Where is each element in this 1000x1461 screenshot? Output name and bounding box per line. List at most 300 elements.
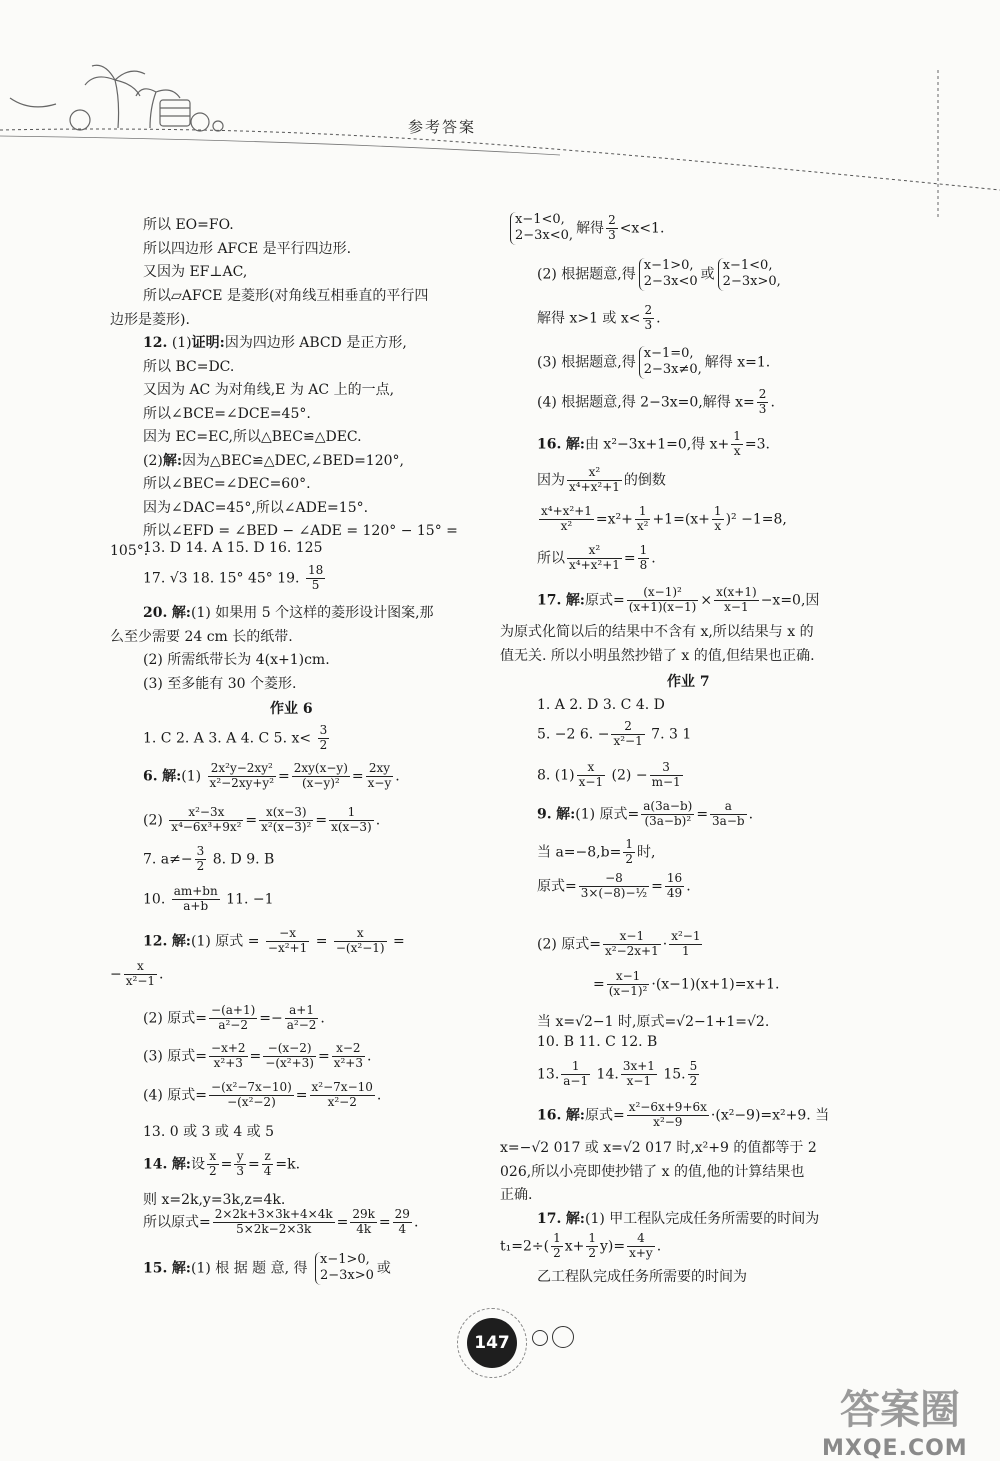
numerator: 29 (394, 1207, 410, 1221)
numerator: 1 (561, 1060, 590, 1075)
page-number: 147 (467, 1318, 517, 1368)
problem-number: 9. (537, 806, 552, 823)
text-line (537, 388, 775, 417)
problem-12-part4 (143, 1081, 381, 1110)
text-line: (2) 所需纸带长为 4(x+1)cm. (143, 652, 330, 668)
fraction (650, 761, 683, 790)
text-line: (3) 至多能有 30 个菱形. (143, 676, 297, 692)
fraction (124, 960, 157, 989)
keyword: 解: (565, 1107, 585, 1124)
denominator: 4k (356, 1221, 372, 1236)
right-margin-dashes (938, 228, 939, 828)
denominator: −(x²−2) (227, 1094, 276, 1109)
fraction (213, 1208, 335, 1237)
problem-12-hw6 (143, 927, 405, 956)
fraction (621, 1060, 657, 1089)
answers-10-11 (143, 885, 274, 914)
keyword: 解: (162, 768, 182, 785)
denominator: 1 (682, 943, 690, 958)
text-line: x=−√2 017 或 x=√2 017 时,x²+9 的值都等于 2 (500, 1140, 817, 1156)
keyword: 解: (171, 605, 191, 621)
equals: = (696, 806, 709, 823)
numerator: x²−3x (169, 806, 243, 821)
equals: = (393, 933, 405, 950)
text: 因为四边形 ABCD 是正方形, (224, 335, 407, 351)
numerator: 5 (689, 1059, 698, 1073)
fraction (665, 872, 684, 901)
text: 解得 (576, 220, 605, 237)
text-line (537, 466, 666, 495)
numerator: 29k (352, 1207, 375, 1221)
numerator: −(a+1) (211, 1003, 256, 1017)
equals: = (220, 1156, 233, 1173)
numerator: 2 (608, 212, 616, 227)
numerator: −8 (579, 872, 649, 887)
numerator: x²−7x−10 (311, 1080, 373, 1094)
problem-number: 12. (143, 335, 168, 351)
answers-10-12: 10. B 11. C 12. B (537, 1034, 658, 1050)
text: 设 (190, 1156, 205, 1173)
fraction (208, 762, 276, 791)
text: t₁=2÷( (500, 1238, 550, 1255)
text-line: 乙工程队完成任务所需要的时间为 (537, 1269, 747, 1285)
problem-number: 17. (537, 592, 562, 609)
fraction (606, 214, 618, 243)
denominator: x² (560, 518, 573, 533)
text: <x<1. (619, 220, 665, 237)
text: 10. (143, 891, 166, 908)
numerator: 18 (307, 563, 324, 577)
equation-system (639, 258, 698, 291)
fraction (731, 430, 743, 459)
equation: x−1=0, (643, 346, 694, 361)
numerator: x (577, 761, 605, 776)
text: =3. (744, 436, 771, 453)
period: . (770, 394, 775, 411)
numerator: 3 (319, 723, 328, 737)
numerator: 1 (639, 543, 648, 557)
numerator: 2xy(x−y) (293, 761, 348, 775)
text: × (700, 592, 713, 609)
denominator: −(x²+3) (265, 1055, 314, 1070)
text-line (537, 505, 787, 534)
palm-tree-illustration (10, 65, 223, 131)
numerator: 1 (713, 504, 722, 518)
problem-15 (143, 1252, 391, 1285)
fraction (627, 1232, 655, 1261)
text-line: 当 x=√2−1 时,原式=√2−1+1=√2. (537, 1014, 770, 1030)
part-label: (2) (143, 453, 163, 469)
text-line (500, 1232, 661, 1261)
numerator: 1 (329, 806, 374, 821)
text-line (537, 930, 704, 959)
answers-5-7 (537, 720, 691, 749)
text: y)= (600, 1238, 626, 1255)
fraction (172, 885, 220, 914)
text-line: 因为 EC=EC,所以△BEC≌△DEC. (143, 429, 362, 445)
text-line (537, 346, 770, 379)
denominator: x−1 (578, 774, 604, 789)
text: 所以 (537, 550, 565, 567)
answers-1-5 (143, 724, 331, 753)
numerator: −(x²−7x−10) (211, 1080, 292, 1094)
text: 11. −1 (221, 891, 274, 908)
fraction (611, 720, 644, 749)
text: = (593, 976, 605, 993)
text-line (537, 872, 691, 901)
equals: = (248, 1156, 260, 1173)
denominator: x⁴−6x³+9x² (171, 819, 242, 834)
text-line: 所以 EO=FO. (143, 217, 234, 233)
text: 或 (700, 266, 715, 283)
numerator: 2 (611, 720, 644, 735)
fraction (332, 1042, 365, 1071)
answers-1-4: 1. A 2. D 3. C 4. D (537, 697, 665, 713)
denominator: 2 (689, 1073, 698, 1088)
text: − (110, 966, 122, 983)
problem-17-hw7 (537, 1208, 819, 1228)
fraction (638, 544, 650, 573)
denominator: x (714, 518, 722, 533)
equation: x−1>0, (319, 1252, 370, 1267)
keyword: 解: (556, 806, 576, 823)
numerator: 16 (666, 871, 683, 885)
fraction (292, 762, 350, 791)
fraction (209, 1004, 257, 1033)
fraction (579, 872, 649, 901)
text-line: 么至少需要 24 cm 长的纸带. (110, 629, 293, 645)
numerator: x² (567, 544, 622, 559)
fraction (603, 930, 661, 959)
keyword: 解: (565, 1211, 585, 1227)
fraction (207, 1150, 219, 1179)
denominator: 2 (196, 858, 205, 873)
numerator: 1 (625, 837, 633, 851)
denominator: 4 (398, 1221, 407, 1236)
equation: 2−3x>0 (319, 1268, 374, 1284)
text: 7. 3 1 (646, 726, 692, 743)
fraction (263, 1042, 316, 1071)
text: · (662, 936, 668, 953)
denominator: 5×2k−2×3k (236, 1221, 312, 1236)
equation: 2−3x>0, (722, 274, 781, 290)
numerator: 3 (650, 761, 683, 776)
numerator: 2xy (366, 762, 394, 777)
problem-number: 16. (537, 436, 562, 453)
equals: = (245, 812, 258, 829)
numerator: x (124, 960, 157, 975)
denominator: x²−2 (327, 1094, 357, 1109)
denominator: 8 (639, 557, 648, 572)
equals: = (295, 1087, 308, 1104)
denominator: x−1 (626, 1073, 652, 1088)
equals: =− (259, 1010, 283, 1027)
denominator: a²−2 (218, 1017, 248, 1032)
text: 当 a=−8,b= (537, 844, 622, 861)
fraction (710, 800, 747, 829)
equals: = (315, 812, 328, 829)
fraction (577, 761, 605, 790)
numerator: 1 (588, 1231, 596, 1245)
fraction (209, 1042, 248, 1071)
text: =k. (275, 1156, 301, 1173)
denominator: −(x²−1) (335, 940, 385, 955)
equals: = (249, 1048, 262, 1065)
numerator: a (710, 800, 747, 815)
equation: x−1<0, (515, 212, 565, 227)
numerator: 2 (758, 387, 767, 401)
fraction (623, 838, 635, 867)
keyword: 解: (565, 592, 585, 609)
denominator: 2 (208, 1163, 217, 1178)
equation: 2−3x≠0, (643, 362, 702, 378)
problem-number: 20. (143, 605, 168, 621)
keyword: 解: (171, 1260, 191, 1277)
denominator: x²(x−3)² (261, 819, 312, 834)
fraction (209, 1081, 294, 1110)
numerator: 2 (644, 303, 653, 317)
text: 解得 x>1 或 x< (537, 310, 641, 327)
text-line (143, 450, 404, 470)
fraction (195, 845, 207, 874)
equation-system (718, 258, 781, 291)
problem-number: 12. (143, 933, 168, 950)
numerator: 2×2k+3×3k+4×4k (214, 1207, 333, 1221)
part-label: (1) (171, 335, 192, 351)
denominator: m−1 (651, 774, 681, 789)
fraction (551, 1232, 563, 1261)
period: . (748, 806, 754, 823)
fraction (643, 304, 655, 333)
period: . (686, 878, 691, 895)
text: 原式= (584, 592, 625, 609)
fraction (310, 1081, 375, 1110)
section-title-hw7: 作业 7 (667, 674, 710, 690)
numerator: 1 (733, 429, 741, 443)
numerator: 3 (196, 844, 205, 858)
problem-6-part2 (143, 806, 380, 835)
denominator: x⁴+x²+1 (569, 479, 620, 494)
fraction (259, 806, 313, 835)
section-title-hw6: 作业 6 (270, 701, 313, 717)
denominator: 3×(−8)−½ (580, 885, 648, 900)
problem-17 (537, 586, 819, 615)
problem-number: 16. (537, 1107, 562, 1124)
denominator: x²−1 (613, 733, 643, 748)
numerator: x (334, 927, 387, 942)
numerator: x(x−3) (259, 806, 313, 821)
problem-number: 17. (537, 1211, 562, 1227)
equation: x−1<0, (722, 258, 773, 273)
answer-8 (537, 761, 685, 790)
denominator: x+y (629, 1245, 653, 1260)
problem-number: 6. (143, 768, 158, 785)
denominator: (x−y)² (301, 775, 340, 790)
text: (1) 甲工程队完成任务所需要的时间为 (584, 1211, 820, 1227)
numerator: x⁴+x²+1 (541, 504, 592, 518)
numerator: y (234, 1150, 246, 1165)
numerator: a+1 (285, 1004, 319, 1019)
denominator: x−y (367, 775, 392, 790)
text: 所以原式= (143, 1214, 211, 1231)
text: ·(x−1)(x+1)=x+1. (651, 976, 780, 993)
answers-7-9 (143, 845, 274, 874)
keyword: 解: (171, 933, 191, 950)
text: 5. −2 6. − (537, 726, 610, 743)
numerator: −x (266, 927, 309, 942)
denominator: (3a−b)² (644, 813, 692, 828)
fraction (586, 1232, 598, 1261)
period: . (395, 768, 400, 785)
numerator: x−1 (603, 930, 661, 945)
equation: 2−3x<0, (515, 228, 574, 244)
equation: x−1>0, (643, 258, 694, 273)
text: 的倒数 (623, 472, 666, 489)
fraction (627, 586, 699, 615)
text-line: 所以▱AFCE 是菱形(对角线互相垂直的平行四 (143, 288, 429, 304)
text-line (593, 970, 779, 999)
keyword: 证明: (191, 335, 225, 351)
denominator: x²−2x+1 (605, 943, 659, 958)
text-line (537, 258, 784, 291)
numerator: am+bn (173, 884, 218, 898)
text: 由 x²−3x+1=0,得 x+ (584, 436, 730, 453)
denominator: x (733, 443, 741, 458)
text-line: 026,所以小亮即使抄错了 x 的值,他的计算结果也 (500, 1164, 805, 1180)
numerator: 4 (627, 1232, 655, 1247)
denominator: 2 (625, 851, 633, 866)
problem-14-result (143, 1208, 418, 1237)
problem-number: 14. (143, 1156, 168, 1173)
text: (4) 原式= (143, 1087, 208, 1104)
denominator: a−1 (563, 1073, 589, 1088)
text-line (110, 960, 163, 989)
text: x+ (564, 1238, 585, 1255)
problem-14 (143, 1150, 300, 1179)
text: 解得 x=1. (704, 354, 771, 371)
text: (1) 原式= (575, 806, 640, 823)
text: 15. (658, 1066, 686, 1083)
text: 7. a≠− (143, 851, 193, 868)
text: (4) 根据题意,得 2−3x=0,解得 x= (537, 394, 755, 411)
numerator: x−2 (332, 1042, 365, 1057)
numerator: 2x²y−2xy² (208, 762, 276, 777)
fraction (567, 544, 622, 573)
fraction (285, 1004, 319, 1033)
equation-system (510, 212, 573, 245)
text: ·(x²−9)=x²+9. 当 (710, 1107, 830, 1124)
fraction (169, 806, 243, 835)
numerator: x(x+1) (716, 585, 757, 599)
denominator: 3 (644, 317, 653, 332)
text-line: 所以∠BEC=∠DEC=60°. (143, 476, 311, 492)
denominator: 2 (553, 1245, 561, 1260)
page-header (0, 0, 1000, 220)
text: 或 (376, 1260, 391, 1277)
page-title: 参考答案 (408, 118, 477, 136)
denominator: (x−1)² (608, 983, 648, 998)
text-line: 又因为 EF⊥AC, (143, 264, 248, 280)
problem-number: 15. (143, 1260, 168, 1277)
circle-icon (532, 1330, 548, 1346)
numerator: x−1 (607, 970, 650, 985)
text: 原式= (537, 878, 577, 895)
denominator: x²−2xy+y² (209, 775, 275, 790)
period: . (376, 1087, 382, 1104)
numerator: x²−6x+9+6x (628, 1100, 707, 1114)
text: (1) 如果用 5 个这样的菱形设计图案,那 (190, 605, 434, 621)
equation-system (639, 346, 702, 379)
text: 8. (1) (537, 767, 575, 784)
numerator: x²−1 (671, 929, 701, 943)
period: . (656, 1238, 662, 1255)
problem-16-hw7 (537, 1101, 829, 1130)
denominator: x²−9 (653, 1114, 683, 1129)
denominator: a+b (183, 898, 209, 913)
text-line: 为原式化简以后的结果中不含有 x,所以结果与 x 的 (500, 624, 814, 640)
text-line (507, 212, 664, 245)
denominator: x²+3 (213, 1055, 243, 1070)
equals: = (317, 1048, 330, 1065)
fraction (350, 1208, 377, 1237)
text-line: 所以∠EFD = ∠BED − ∠ADE = 120° − 15° = (143, 523, 458, 539)
fraction (567, 466, 622, 495)
text: 原式= (584, 1107, 625, 1124)
fraction (234, 1150, 246, 1179)
numerator: x² (567, 466, 622, 481)
text: )² −1=8, (725, 511, 787, 528)
text: 8. D 9. B (208, 851, 275, 868)
part-label: (2) (143, 812, 163, 829)
denominator: 3 (608, 227, 616, 242)
equals: = (623, 550, 636, 567)
text: +1=(x+ (652, 511, 710, 528)
answer-13: 13. 0 或 3 或 4 或 5 (143, 1124, 275, 1140)
fraction (627, 1101, 709, 1130)
denominator: −x²+1 (267, 940, 308, 955)
text: 13. (537, 1066, 560, 1083)
fraction (329, 806, 374, 835)
text-line (537, 544, 656, 573)
denominator: x²+3 (333, 1055, 363, 1070)
equation-system (315, 1252, 374, 1285)
text-line: 所以四边形 AFCE 是平行四边形. (143, 241, 352, 257)
denominator: 49 (666, 885, 683, 900)
period: . (320, 1010, 325, 1027)
text: 因为 (537, 472, 565, 489)
problem-12 (143, 332, 407, 352)
part-label: (1) (181, 768, 202, 785)
text: (3) 根据题意,得 (537, 354, 636, 371)
equals: = (378, 1214, 391, 1231)
denominator: x² (636, 518, 649, 533)
text: 时, (636, 844, 656, 861)
fraction (714, 586, 759, 615)
denominator: 3 (236, 1163, 244, 1178)
text-line: 因为∠DAC=45°,所以∠ADE=15°. (143, 500, 369, 516)
denominator: 5 (311, 577, 320, 592)
equals: = (351, 768, 364, 785)
text: (1) 原式 = (190, 933, 260, 950)
text: (3) 原式= (143, 1048, 208, 1065)
keyword: 解: (565, 436, 585, 453)
denominator: 2 (319, 737, 328, 752)
numerator: a(3a−b) (643, 799, 693, 813)
watermark-logo: 答案圈 (840, 1387, 960, 1433)
period: . (651, 550, 656, 567)
equation: 2−3x<0 (643, 274, 698, 290)
numerator: (x−1)² (627, 586, 699, 601)
